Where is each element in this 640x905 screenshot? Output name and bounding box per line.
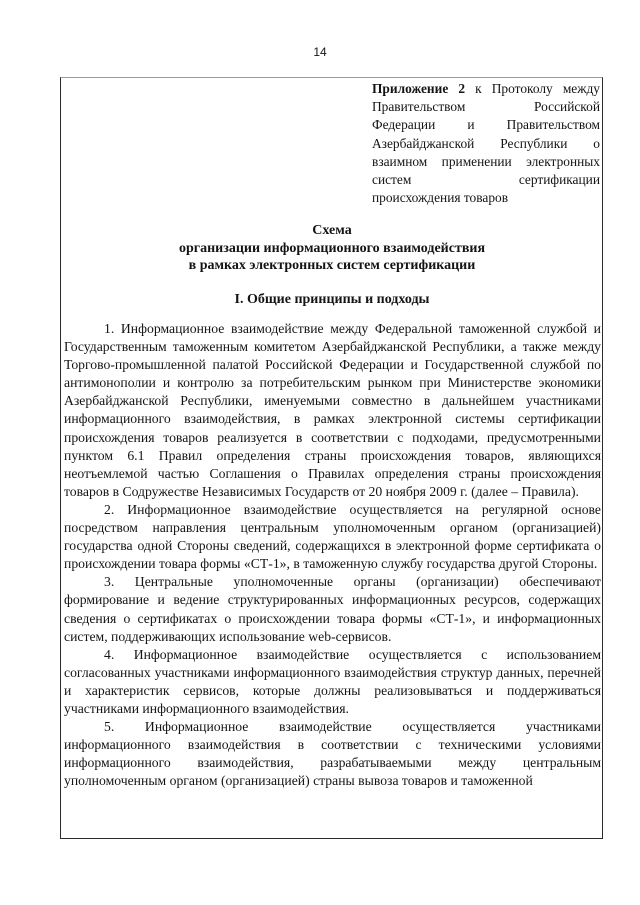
paragraph-3: 3. Центральные уполномоченные органы (организации) обеспечивают формирование и ведение структурированных информационных ресурсов, содержащих сведения о сертификатах о происхождении товара формы «СТ-1», и информационных систем, поддерживающих использование web-сервисов. xyxy=(64,574,601,644)
appendix-reference xyxy=(372,80,600,207)
paragraph-4: 4. Информационное взаимодействие осуществляется с использованием согласованных участниками информационного взаимодействия структур данных, перечней и характеристик сервисов, которые должны реализовываться и поддерживаться участниками информационного взаимодействия. xyxy=(64,646,601,716)
title-line-2: организации информационного взаимодействия xyxy=(178,240,486,256)
appendix-number: Приложение 2 xyxy=(372,81,466,96)
title-line-1: Схема xyxy=(312,223,352,238)
paragraph-2: 2. Информационное взаимодействие осуществляется на регулярной основе посредством направления центральным уполномоченным органом (организацией) государства одной Стороны сведений, содержащихся в электронной форме сертификата о происхождении товара формы «СТ-1», в таможенную службу государства другой Стороны. xyxy=(64,501,601,572)
paragraph-1: 1. Информационное взаимодействие между Федеральной таможенной службой и Государственным таможенным комитетом Азербайджанской Республики, а также между Торгово-промышленной палатой Российской Федерации и Государственной службой по антимонополии и контролю за потребительским рынком при Министерстве экономики Азербайджанской Республики, именуемыми совместно в дальнейшем участниками информационного взаимодействия, в рамках электронной системы сертификации происхождения товаров реализуется в соответствии с подходами, предусмотренными пунктом 6.1 Правил определения страны происхождения товаров, являющихся неотъемлемой частью Соглашения о Правилах определения страны происхождения товаров в Содружестве Независимых Государств от 20 ноября 2009 г. (далее – Правила). xyxy=(64,321,601,499)
section-heading: I. Общие принципы и подходы xyxy=(234,292,430,307)
page-number: 14 xyxy=(313,45,327,59)
document-title xyxy=(64,222,600,275)
title-line-3: в рамках электронных систем сертификации xyxy=(188,258,476,273)
appendix-last-line: происхождения товаров xyxy=(372,190,509,206)
paragraph-5: 5. Информационное взаимодействие осуществляется участниками информационного взаимодействия в соответствии с техническими условиями информационного взаимодействия, разрабатываемыми между центральным уполномоченным органом (организацией) страны вывоза товаров и таможенной xyxy=(64,719,601,789)
body-text xyxy=(64,320,601,790)
appendix-text: к Протоколу между Правительством Российской Федерации и Правительством Азербайджанской Республики о взаимном применении электронных систем сертификации xyxy=(372,81,600,188)
